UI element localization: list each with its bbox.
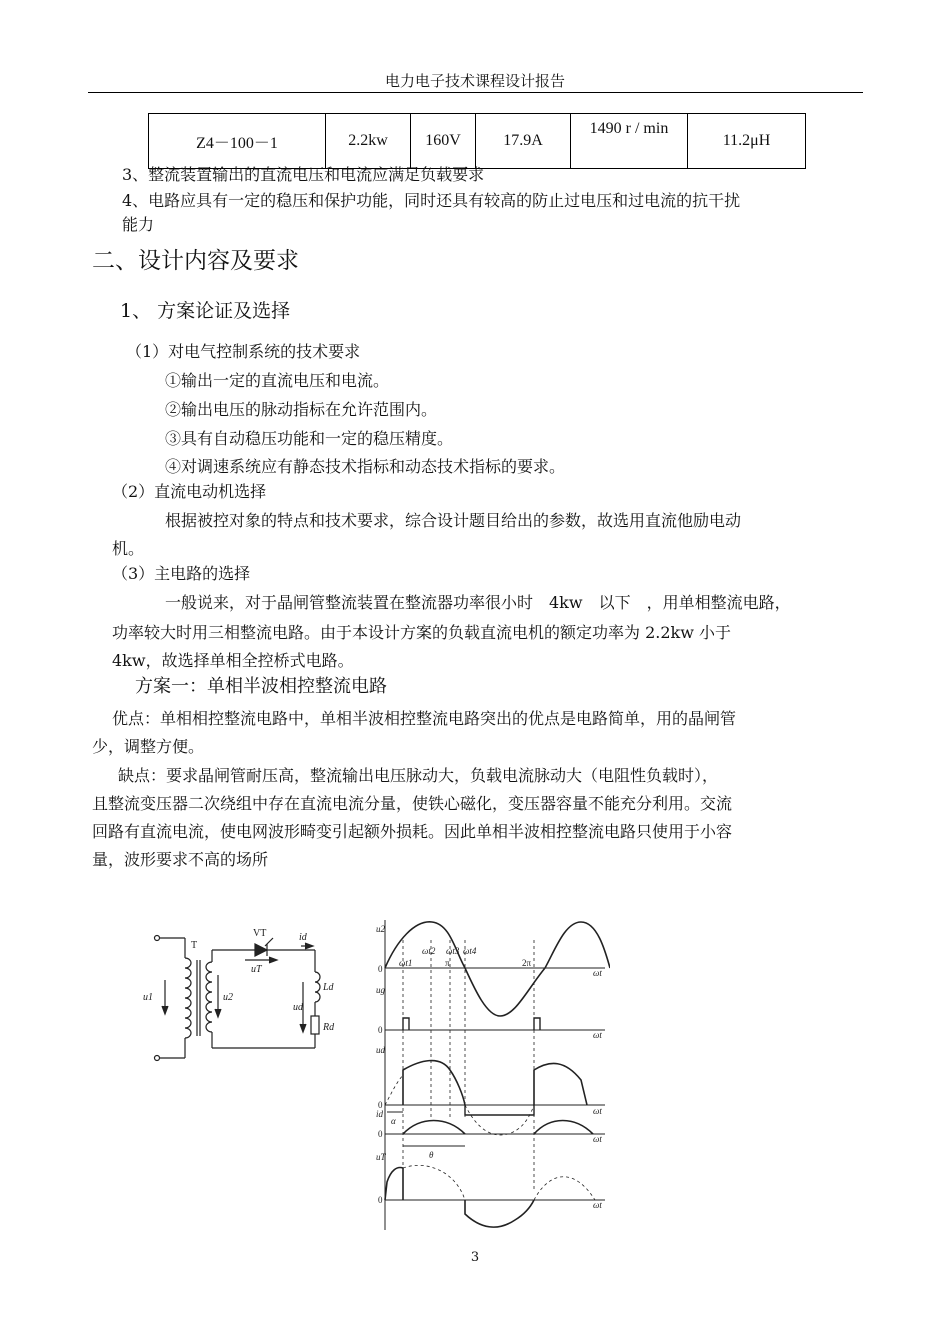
circuit-diagram [143,928,335,1061]
section-2-title: 二、设计内容及要求 [92,248,299,274]
wave-label: ug [376,985,385,995]
circuit-label: u2 [223,992,233,1003]
header-rule [88,92,863,93]
list-item: ④对调速系统应有静态技术指标和动态技术指标的要求。 [165,457,566,476]
circuit-label: Ld [323,982,334,993]
angle-label: 2π [522,958,532,968]
axis-label: ωt [593,968,602,978]
circuit-label: ud [293,1002,303,1013]
list-item: ③具有自动稳压功能和一定的稳压精度。 [165,429,454,448]
circuit-label: T [191,940,198,951]
part-3-line2: 功率较大时用三相整流电路。由于本设计方案的负载直流电机的额定功率为 2.2kw 小于 [112,623,732,642]
circuit-label: u1 [143,992,153,1003]
alpha-label: α [391,1116,396,1126]
table-row [149,114,806,169]
part-2-line2: 机。 [112,539,145,558]
page-header: 电力电子技术课程设计报告 [384,72,565,90]
circuit-label: Rd [323,1022,335,1033]
table-cell-voltage: 160V [411,114,476,169]
req-item-4-line1: 4、电路应具有一定的稳压和保护功能，同时还具有较高的防止过电压和过电流的抗干扰 [122,191,741,210]
scheme-1-dis-line4: 量，波形要求不高的场所 [92,850,269,869]
origin-label: 0 [378,1025,383,1035]
scheme-1-adv-line2: 少，调整方便。 [92,737,205,756]
part-3-line3: 4kw，故选择单相全控桥式电路。 [112,651,354,670]
axis-label: ωt [593,1134,602,1144]
subsection-1-title: 1、 方案论证及选择 [120,300,291,322]
wave-label: u2 [376,924,385,934]
angle-label: ωt4 [463,946,477,956]
axis-label: ωt [593,1200,602,1210]
part-3-title: （3）主电路的选择 [112,564,251,583]
part-3-line1: 一般说来，对于晶闸管整流装置在整流器功率很小时 4kw 以下 ，用单相整流电路， [165,593,791,612]
part-2-title: （2）直流电动机选择 [112,482,267,501]
origin-label: 0 [378,1195,383,1205]
scheme-1-title: 方案一：单相半波相控整流电路 [135,676,387,697]
table-cell-power: 2.2kw [326,114,411,169]
wave-label: ud [376,1045,385,1055]
origin-label: 0 [378,964,383,974]
list-item: ①输出一定的直流电压和电流。 [165,371,390,390]
axis-label: ωt [593,1030,602,1040]
circuit-label: id [299,932,307,943]
origin-label: 0 [378,1129,383,1139]
part-1-title: （1）对电气控制系统的技术要求 [126,342,361,361]
origin-label: 0 [378,1100,383,1110]
wave-label: uT [376,1152,386,1162]
angle-label: π [445,958,450,968]
part-2-line1: 根据被控对象的特点和技术要求，综合设计题目给出的参数，故选用直流他励电动 [165,511,742,530]
wave-label: id [376,1109,384,1119]
axis-label: ωt [593,1106,602,1116]
scheme-1-dis-line1: 缺点：要求晶闸管耐压高，整流输出电压脉动大，负载电流脉动大（电阻性负载时）， [118,766,719,785]
theta-label: θ [429,1150,434,1160]
circuit-label: VT [253,928,267,939]
table-cell-inductance: 11.2μH [688,114,806,169]
table-cell-current: 17.9A [476,114,571,169]
angle-label: ωt2 [422,946,436,956]
table-cell-model: Z4－100－1 [149,114,326,169]
angle-label: ωt1 [399,958,413,968]
scheme-1-dis-line3: 回路有直流电流，使电网波形畸变引起额外损耗。因此单相半波相控整流电路只使用于小容 [92,822,733,841]
angle-label: ωt3 [446,946,460,956]
table-cell-speed: 1490 r / min [571,114,688,169]
waveform-diagram [376,920,610,1230]
list-item: ②输出电压的脉动指标在允许范围内。 [165,400,438,419]
half-wave-rectifier-figure [135,920,610,1230]
scheme-1-dis-line2: 且整流变压器二次绕组中存在直流电流分量，使铁心磁化，变压器容量不能充分利用。交流 [92,794,733,813]
page-number: 3 [470,1250,480,1265]
circuit-label: uT [251,964,262,975]
scheme-1-adv-line1: 优点：单相相控整流电路中，单相半波相控整流电路突出的优点是电路简单，用的晶闸管 [112,709,737,728]
req-item-4-line2: 能力 [122,215,155,234]
req-item-3: 3、整流装置输出的直流电压和电流应满足负载要求 [122,165,485,184]
motor-spec-table [148,113,806,169]
